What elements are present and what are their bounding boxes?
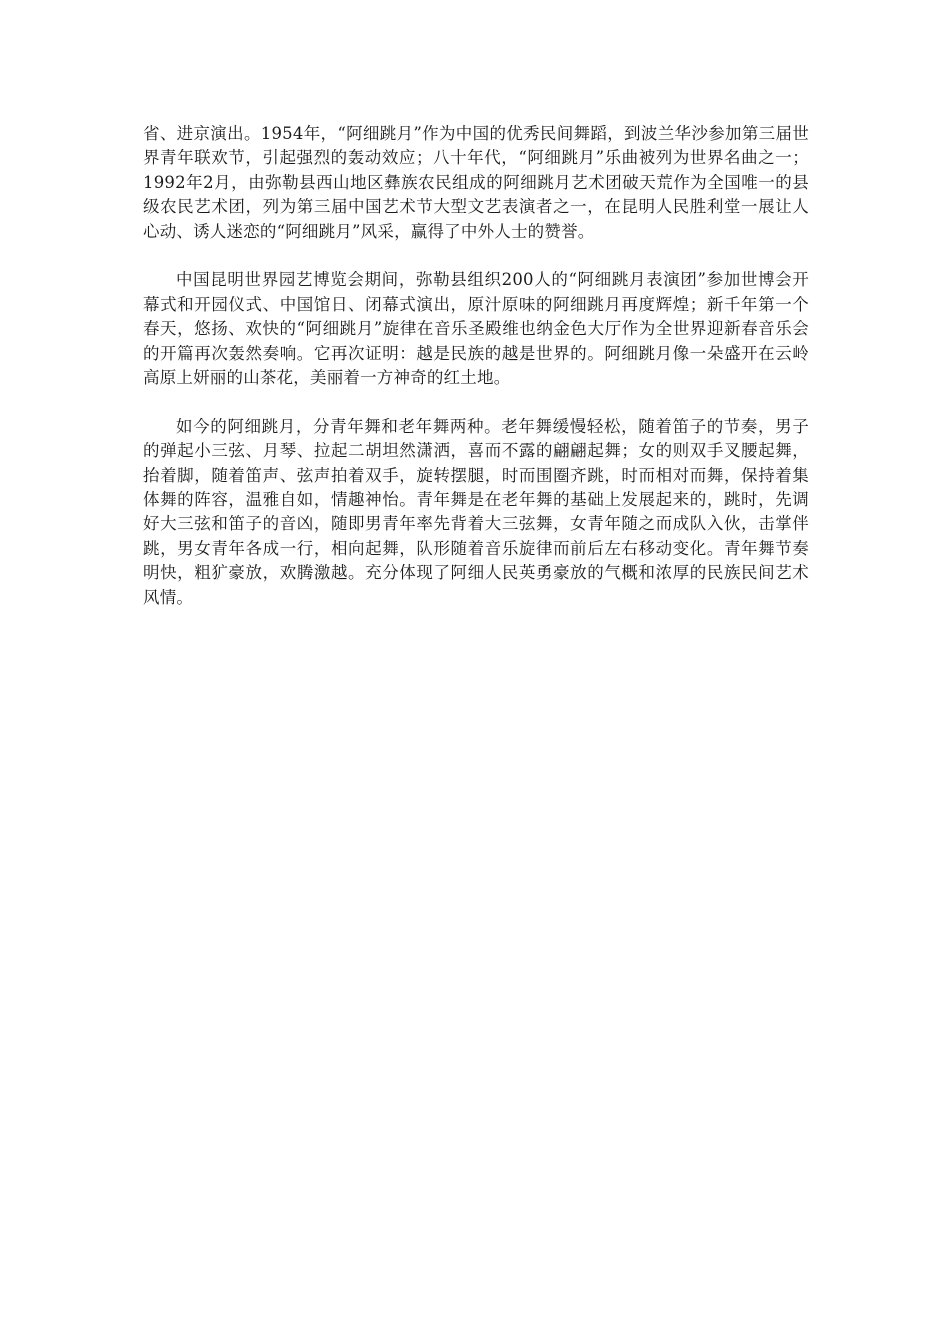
paragraph-continuation: 省、进京演出。1954年，“阿细跳月”作为中国的优秀民间舞蹈，到波兰华沙参加第三届世界青年联欢节，引起强烈的轰动效应；八十年代，“阿细跳月”乐曲被列为世界名曲之一；1992年2月，由弥勒县西山地区彝族农民组成的阿细跳月艺术团破天荒作为全国唯一的县级农民艺术团，列为第三届中国艺术节大型文艺表演者之一，在昆明人民胜利堂一展让人心动、诱人迷恋的“阿细跳月”风采，赢得了中外人士的赞誉。 [143,124,809,241]
paragraph-dance-forms: 如今的阿细跳月，分青年舞和老年舞两种。老年舞缓慢轻松，随着笛子的节奏，男子的弹起小三弦、月琴、拉起二胡坦然潇洒，喜而不露的翩翩起舞；女的则双手叉腰起舞，抬着脚，随着笛声、弦声拍着双手，旋转摆腿，时而围圈齐跳，时而相对而舞，保持着集体舞的阵容，温雅自如，情趣神怡。青年舞是在老年舞的基础上发展起来的，跳时，先调好大三弦和笛子的音凶，随即男青年率先背着大三弦舞，女青年随之而成队入伙，击掌伴跳，男女青年各成一行，相向起舞，队形随着音乐旋律而前后左右移动变化。青年舞节奏明快，粗犷豪放，欢腾激越。充分体现了阿细人民英勇豪放的气概和浓厚的民族民间艺术风情。 [143,416,809,607]
paragraph-expo: 中国昆明世界园艺博览会期间，弥勒县组织200人的“阿细跳月表演团”参加世博会开幕式和开园仪式、中国馆日、闭幕式演出，原汁原味的阿细跳月再度辉煌；新千年第一个春天，悠扬、欢快的“阿细跳月”旋律在音乐圣殿维也纳金色大厅作为全世界迎新春音乐会的开篇再次轰然奏响。它再次证明：越是民族的越是世界的。阿细跳月像一朵盛开在云岭高原上妍丽的山茶花，美丽着一方神奇的红土地。 [143,270,809,388]
document-body [143,122,809,634]
